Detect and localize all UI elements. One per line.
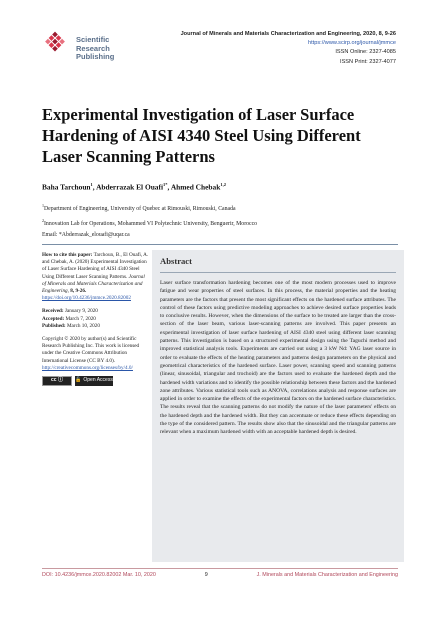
page-number: 9 [204,572,208,578]
journal-name: Journal of Minerals and Materials Characterization and Engineering, 2020, 8, 9-26 [180,31,396,37]
journal-header [181,30,396,67]
accepted-label: Accepted: [42,315,65,322]
issn-online: ISSN Online: 2327-4085 [335,49,396,56]
publisher-logo-icon [42,30,68,56]
header-divider [42,244,398,245]
author-3: Ahmed Chebak [170,182,221,192]
affiliations [42,200,257,241]
publisher-line-3: Publishing [76,52,115,61]
abstract-box [152,250,404,562]
footer-journal: J. Minerals and Materials Characterization and Engineering [256,572,398,578]
cite-doi-link[interactable]: https://doi.org/10.4236/jmmce.2020.82002 [42,295,131,302]
open-access-badge[interactable] [75,376,113,386]
copyright-text: Copyright © 2020 by author(s) and Scientific Research Publishing Inc. This work is licensed under the Creative Commons Attribution International License (CC BY 4.0). [42,336,140,364]
author-2: Abderrazak El Ouafi [96,182,164,192]
publisher-line-1: Scientific [76,35,110,44]
corresponding-email: Email: *Abderrazak_elouafi@uqar.ca [42,231,130,238]
abstract-divider [160,272,396,273]
copyright-block [42,336,150,372]
author-1-affil: 1 [90,182,93,187]
received-date: January 9, 2020 [64,308,98,315]
dates-block [42,308,150,330]
cite-journal: Journal of Minerals and Materials Characterization and Engineering, [42,273,145,295]
page-footer [42,572,398,578]
open-lock-icon: 🔓 [75,377,82,384]
affiliation-1: $^1$Department of Engineering, University of Quebec at Rimouski, Rimouski, Canada [42,203,236,212]
accepted-date: March 7, 2020 [65,315,96,322]
footer-doi[interactable]: DOI: 10.4236/jmmce.2020.82002 Mar. 10, 2020 [42,572,156,578]
publisher-name [76,36,114,62]
publisher-line-2: Research [76,43,110,53]
published-label: Published: [42,322,66,329]
paper-title: Experimental Investigation of Laser Surface Hardening of AISI 4340 Steel Using Different Laser Scanning Patterns [42,105,361,166]
citation-block [42,252,150,302]
footer-divider [42,568,398,569]
cite-text: Tarchoun, B., El Ouafi, A. and Chebak, A. (2020) Experimental Investigation of Laser Surface Hardening of AISI 4340 Steel Using Different Laser Scanning Patterns. [42,252,149,280]
author-2-affil: 1* [163,182,168,187]
author-3-affil: 1,2 [220,182,226,187]
cc-license-badge[interactable]: cc ⓘ [42,376,72,386]
cite-volume: 8, 9-26. [70,288,87,295]
author-1: Baha Tarchoun [42,182,91,192]
sidebar-info [42,252,150,386]
license-badges [42,376,150,386]
received-label: Received: [42,308,64,315]
affiliation-2: $^2$Innovation Lab for Operations, Mohammed VI Polytechnic University, Benguerir, Morocco [42,217,258,227]
license-link[interactable]: http://creativecommons.org/licenses/by/4.0/ [42,364,133,371]
issn-print: ISSN Print: 2327-4077 [340,58,396,65]
authors: Baha Tarchoun$^1$, Abderrazak El Ouafi$^{1*}$, Ahmed Chebak$^{1,2}$ [42,182,226,192]
abstract-text: Laser surface transformation hardening becomes one of the most modern processes used to improve fatigue and wear properties of steel surfaces. In this process, the material properties and the heating parameters are the factors that present the most significant effects on the hardened surface attributes. The control of these factors using predictive modeling approaches to achieve desired surface properties leads to conclusive results. However, when the dimensions of the surface to be treated are larger than the cross-section of the laser beam, various laser-scanning patterns are involved. This paper presents an experimental investigation of laser surface hardening of AISI 4340 steel using different laser scanning patterns. This investigation is based on a structured experimental design using the Taguchi method and improved statistical analysis tools. Experiments are carried out using a 3 kW Nd: YAG laser source in order to evaluate the effects of the heating parameters and patterns design parameters on the physical and geometrical characteristics of the hardened surface. Laser power, scanning speed and scanning patterns (linear, sinusoidal, triangular and trochoid) are the factors used to evaluate the hardened depth and the hardened width variations and to identify the possible relationship between these factors and the hardened zone attributes. Various statistical tools such as ANOVA, correlations analysis and response surfaces are applied in order to examine the effects of the experimental factors on the hardened surface characteristics. The results reveal that the scanning patterns do not modify the nature of the laser parameters' effects on the hardened depth and the hardened width. But they can accentuate or reduce these effects depending on the type of the considered pattern. The results show also that the sinusoidal and the triangular patterns are relevant when a maximum hardened width with an acceptable hardened depth is desired. [160,280,396,436]
abstract-heading: Abstract [160,256,192,266]
published-date: March 10, 2020 [66,322,100,329]
journal-url-link[interactable]: https://www.scirp.org/journal/jmmce [308,40,396,47]
cite-label: How to cite this paper: [42,252,93,258]
open-access-label: Open Access [83,377,113,384]
